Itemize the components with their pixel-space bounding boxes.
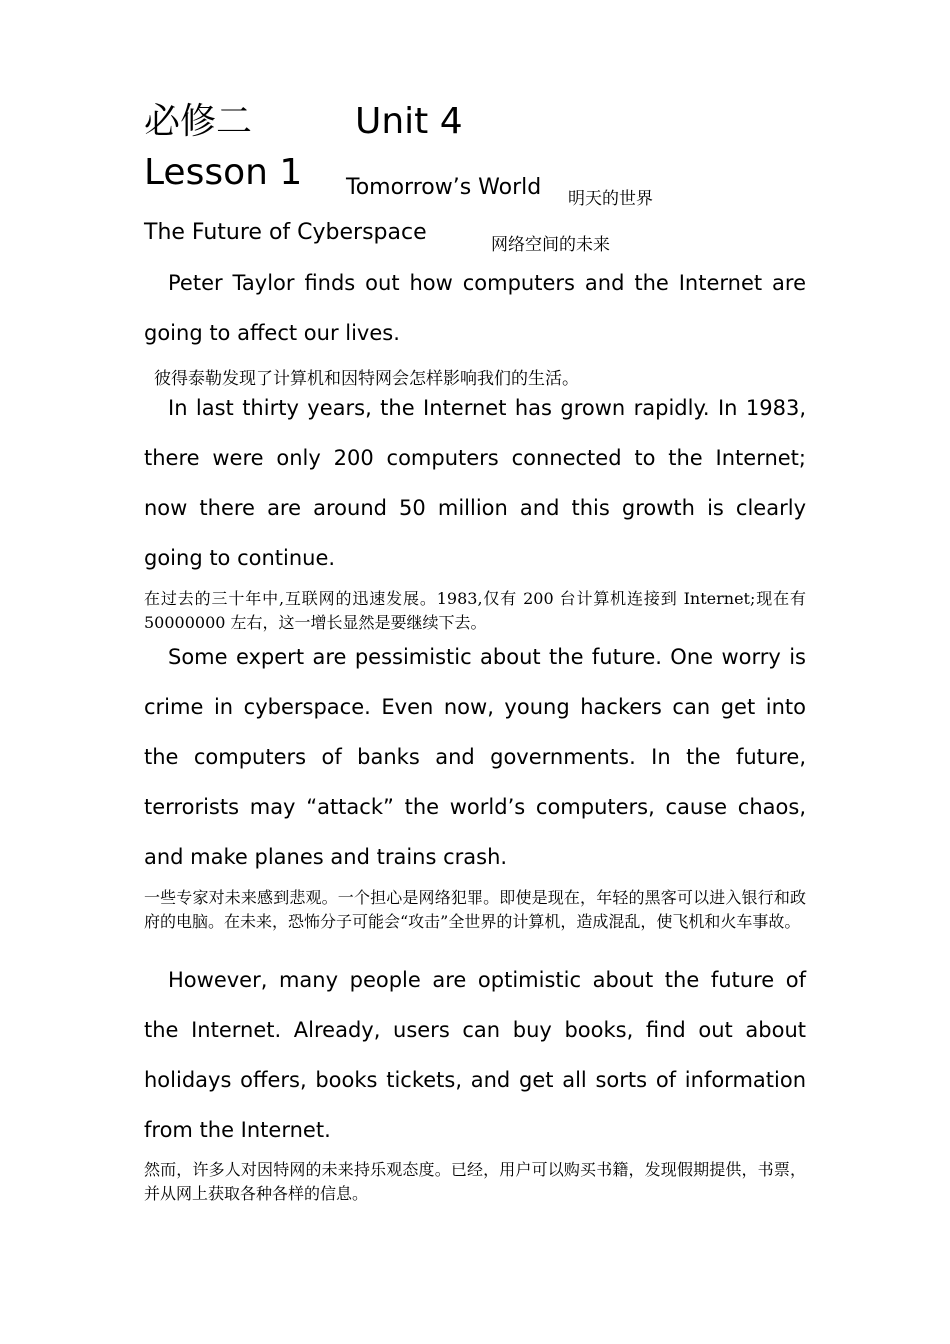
intro-paragraph-en: Peter Taylor finds out how computers and the Internet are going to affect our lives. bbox=[144, 271, 806, 345]
topic-title-cn: 明天的世界 bbox=[568, 189, 653, 209]
course-title: 必修二 bbox=[144, 101, 253, 142]
paragraph-3-cn: 然而，许多人对因特网的未来持乐观态度。已经，用户可以购买书籍，发现假期提供，书票，并从网上获取各种各样的信息。 bbox=[144, 1160, 806, 1203]
paragraph-2-cn: 一些专家对未来感到悲观。一个担心是网络犯罪。即使是现在，年轻的黑客可以进入银行和政府的电脑。在未来，恐怖分子可能会“攻击”全世界的计算机，造成混乱，使飞机和火车事故。 bbox=[144, 888, 806, 931]
intro-paragraph-cn: 彼得泰勒发现了计算机和因特网会怎样影响我们的生活。 bbox=[154, 369, 579, 389]
paragraph-3-en: However, many people are optimistic about the future of the Internet. Already, users can buy books, find out about holidays offers, books tickets, and get all sorts of information from the Internet. bbox=[144, 968, 806, 1142]
article-title-cn: 网络空间的未来 bbox=[491, 235, 610, 255]
paragraph-2-en: Some expert are pessimistic about the future. One worry is crime in cyberspace. Even now, young hackers can get into the computers of banks and governments. In the future, terrorists may “attack” the world’s computers, cause chaos, and make planes and trains crash. bbox=[144, 645, 806, 869]
paragraph-1-en: In last thirty years, the Internet has grown rapidly. In 1983, there were only 200 computers connected to the Internet; now there are around 50 million and this growth is clearly going to continue. bbox=[144, 396, 806, 570]
lesson-title: Lesson 1 bbox=[144, 152, 303, 193]
unit-title: Unit 4 bbox=[355, 101, 463, 142]
topic-title-en: Tomorrow’s World bbox=[346, 175, 542, 200]
paragraph-1-cn: 在过去的三十年中,互联网的迅速发展。1983,仅有 200 台计算机连接到 Internet;现在有 50000000 左右，这一增长显然是要继续下去。 bbox=[144, 589, 806, 632]
article-title-en: The Future of Cyberspace bbox=[144, 220, 427, 245]
